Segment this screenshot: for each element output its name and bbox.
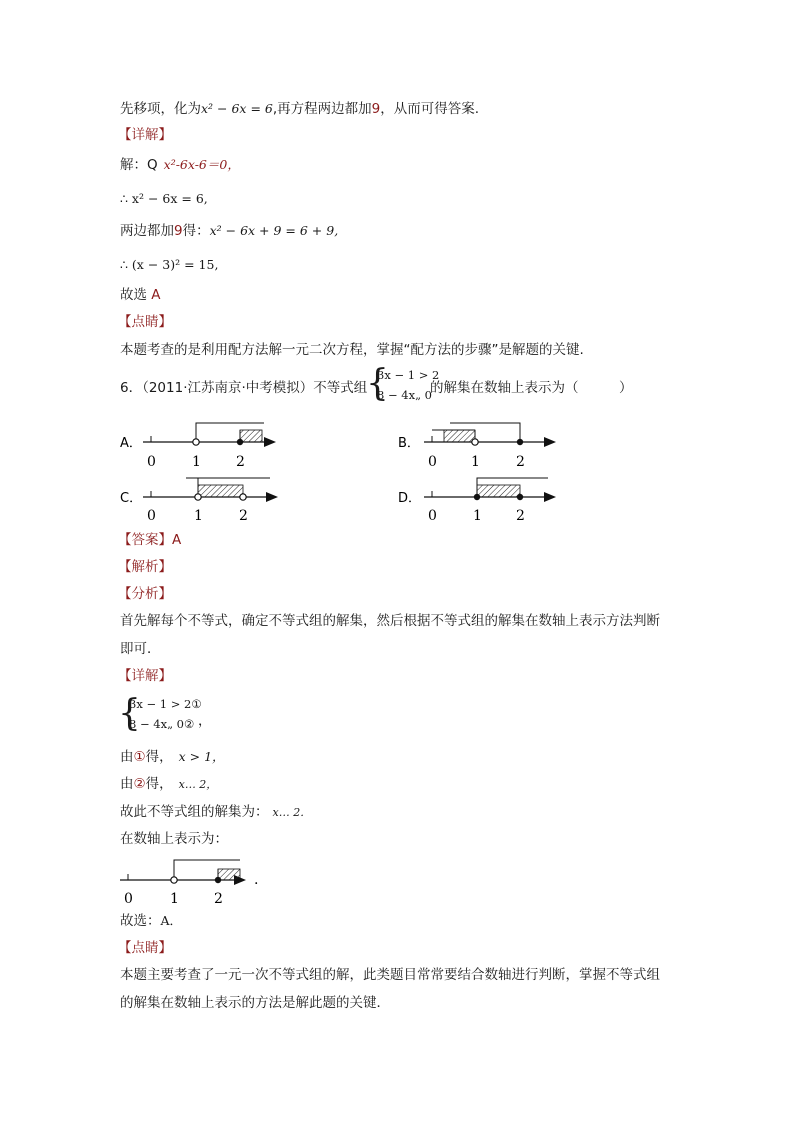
option-a-tick-label-2: 2 [236,454,245,470]
option-b-open-point [472,439,478,445]
option-c-tick-label-2: 2 [239,508,248,524]
q6-detail-label: 【详解】 [118,668,172,684]
q5-step2-equation: x² − 6x + 9 = 6 + 9, [209,223,339,238]
q6-number: 6． [120,380,143,396]
q6-fenxi-line2: 即可． [120,641,161,657]
option-d-tick-label-0: 0 [428,508,437,524]
option-b-label: B． [398,436,420,451]
q6-stem-pre: 不等式组 [313,380,368,396]
intro-equation: x² − 6x = 6 [201,101,273,116]
solution-axis [120,860,258,907]
solution-axis-open-point [171,877,177,883]
option-c[interactable] [120,478,278,524]
intro-pre: 先移项，化为 [120,101,201,117]
q6-answer [118,531,181,549]
option-c-open-point-2 [240,494,246,500]
q6-onaxis: 在数轴上表示为： [120,831,228,847]
q6-brace: { [366,363,389,404]
option-b[interactable] [398,423,556,470]
option-d-tick-label-1: 1 [473,508,482,524]
q6-ineq2: 8 − 4x„ 0 [377,388,432,402]
q6-note-line1: 本题主要考查了一元一次不等式组的解，此类题目常常要结合数轴进行判断，掌握不等式组 [120,967,660,983]
q5-sol-equation: x²-6x-6＝0， [163,157,240,172]
q6-sys-comma: ， [198,713,212,729]
option-d-solid-point [474,494,480,500]
option-a-open-point [193,439,199,445]
q6-solset-value: x… 2． [272,806,312,819]
q6-from2-result: x… 2， [178,778,218,791]
solution-axis-dot: . [254,872,259,888]
q5-sol-symbol: Q [147,157,158,173]
option-b-solid-point [517,439,523,445]
q5-step2-pre: 两边都加 [120,223,174,239]
intro-nine: 9 [371,101,381,117]
q6-from1-pre: 由 [120,749,134,765]
intro-post: ,再方程两边都加 [272,101,372,117]
q6-fenxi-line1: 首先解每个不等式，确定不等式组的解集，然后根据不等式组的解集在数轴上表示方法判断 [120,613,660,629]
option-b-tick-label-0: 0 [428,454,437,470]
q6-note-label: 【点睛】 [118,940,172,956]
q6-sys2: 8 − 4x„ 0② [129,717,195,731]
option-c-tick-label-0: 0 [147,508,156,524]
q6-from1-circle: ① [133,749,146,765]
solution-axis-tick-label-2: 2 [214,891,223,907]
q6-answer-value: A [172,532,182,548]
solution-axis-solid-point [215,877,221,883]
option-c-open-point [195,494,201,500]
intro-tail: ，从而可得答案. [380,101,480,117]
q5-sol-pre: 解： [120,157,147,173]
q6-solset-pre: 故此不等式组的解集为： [120,804,269,820]
option-d-tick-label-2: 2 [516,508,525,524]
q5-choose-answer: A [151,287,161,303]
q5-note-label: 【点睛】 [118,314,172,330]
option-d-arrow [544,492,556,502]
q6-analysis-label: 【解析】 [118,559,172,575]
q6-note-line2: 的解集在数轴上表示的方法是解此题的关键． [120,995,390,1011]
option-c-hatch [198,485,243,497]
q6-choose [120,912,182,930]
q6-answer-label: 【答案】 [118,532,172,548]
option-b-tick-label-1: 1 [471,454,480,470]
q6-from1 [120,748,225,766]
option-a[interactable] [120,423,276,470]
option-d-solid-point-2 [517,494,523,500]
q5-choose-pre: 故选 [120,287,147,303]
q6-from2 [120,775,217,794]
option-a-solid-point [237,439,243,445]
q6-source: （2011·江苏南京·中考模拟） [142,380,314,396]
q5-step3: ∴ (x − 3)² = 15, [120,257,219,272]
q5-step2-nine: 9 [174,223,183,239]
q6-from1-mid: 得， [145,749,173,765]
option-d[interactable] [398,478,556,524]
q6-solset [120,803,311,822]
option-c-tick-label-1: 1 [194,508,203,524]
option-a-tick-label-1: 1 [192,454,201,470]
option-a-label: A． [120,436,142,451]
option-a-arrow [264,437,276,447]
option-a-hatch [240,430,262,442]
option-d-label: D． [398,491,422,506]
q6-fenxi-label: 【分析】 [118,586,172,602]
solution-axis-hatch [218,869,240,880]
q6-from2-circle: ② [133,776,146,792]
q6-choose-pre: 故选： [120,913,161,929]
q6-ineq1: 3x − 1 > 2 [377,368,440,382]
solution-axis-tick-label-0: 0 [124,891,133,907]
option-a-tick-label-0: 0 [147,454,156,470]
option-b-hatch [444,430,475,442]
option-b-arrow [544,437,556,447]
q6-sys-brace: { [118,693,141,734]
q6-sys1: 3x − 1 > 2① [129,697,202,711]
q5-note: 本题考查的是利用配方法解一元二次方程，掌握“配方法的步骤”是解题的关键. [120,342,584,358]
q6-choose-answer: A． [160,913,183,928]
q5-step1: ∴ x² − 6x = 6, [120,191,208,206]
solution-axis-tick-label-1: 1 [170,891,179,907]
q6-from2-mid: 得， [145,776,173,792]
q5-step2-mid: 得： [182,223,210,239]
q6-from1-result: x > 1， [178,749,225,764]
q5-detail-label: 【详解】 [118,127,172,143]
option-d-hatch [477,485,520,497]
option-c-arrow [266,492,278,502]
option-b-tick-label-2: 2 [516,454,525,470]
option-c-label: C． [120,491,143,506]
q6-from2-pre: 由 [120,776,134,792]
q6-stem-post: 的解集在数轴上表示为（ ） [430,380,633,396]
